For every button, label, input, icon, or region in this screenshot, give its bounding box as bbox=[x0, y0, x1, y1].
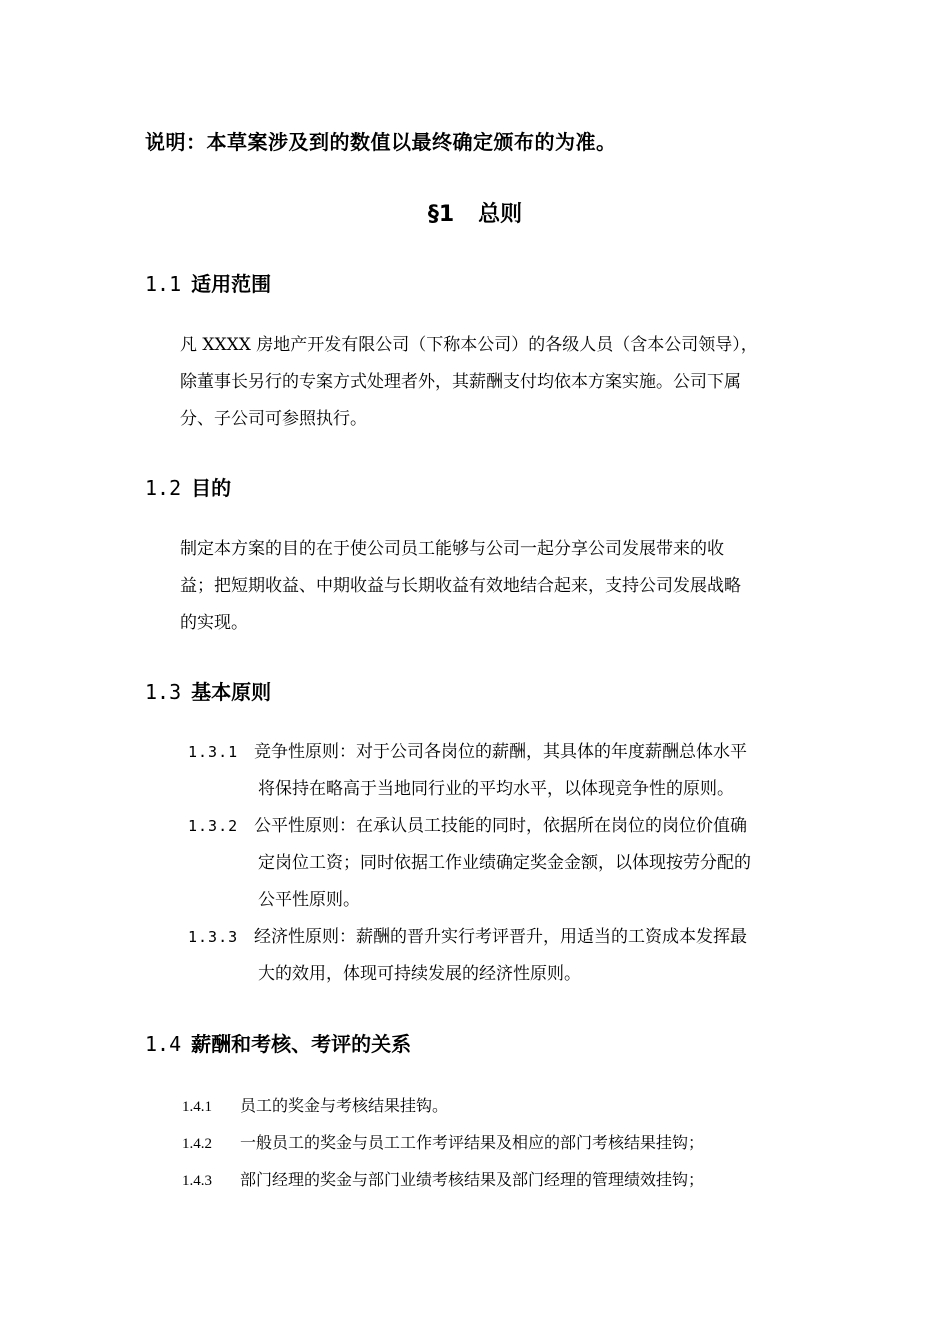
section-number: 1.1 bbox=[145, 272, 182, 296]
principles-list bbox=[188, 734, 751, 993]
paragraph-line: 分、子公司可参照执行。 bbox=[180, 409, 367, 429]
paragraph-line: 益；把短期收益、中期收益与长期收益有效地结合起来，支持公司发展战略 bbox=[180, 576, 741, 596]
section-heading-1-4 bbox=[145, 1028, 411, 1057]
item-number: 1.3.2 bbox=[188, 817, 239, 835]
item-text: 经济性原则：薪酬的晋升实行考评晋升，用适当的工资成本发挥最 bbox=[254, 927, 747, 947]
item-number: 1.4.2 bbox=[182, 1136, 212, 1152]
item-text: 公平性原则：在承认员工技能的同时，依据所在岗位的岗位价值确 bbox=[254, 816, 747, 836]
section-number: 1.4 bbox=[145, 1032, 182, 1056]
principle-item bbox=[188, 734, 751, 808]
section-title: 目的 bbox=[191, 476, 232, 500]
section-title: 基本原则 bbox=[191, 680, 272, 704]
section-heading-1-3 bbox=[145, 676, 271, 705]
section-1-1-paragraph bbox=[180, 327, 820, 438]
item-text: 定岗位工资；同时依据工作业绩确定奖金金额，以体现按劳分配的 bbox=[258, 853, 751, 873]
section-1-2-paragraph bbox=[180, 531, 820, 642]
item-text: 将保持在略高于当地同行业的平均水平，以体现竞争性的原则。 bbox=[258, 779, 734, 799]
chapter-number: §1 bbox=[427, 202, 455, 227]
paragraph-line: 凡 XXXX 房地产开发有限公司（下称本公司）的各级人员（含本公司领导）， bbox=[180, 335, 758, 355]
section-title: 适用范围 bbox=[191, 272, 272, 296]
principle-item bbox=[188, 808, 751, 919]
item-number: 1.3.1 bbox=[188, 743, 239, 761]
paragraph-line: 制定本方案的目的在于使公司员工能够与公司一起分享公司发展带来的收 bbox=[180, 539, 724, 559]
list-item bbox=[182, 1125, 704, 1162]
list-item bbox=[182, 1088, 704, 1125]
item-text: 员工的奖金与考核结果挂钩。 bbox=[240, 1096, 449, 1115]
relationship-list bbox=[182, 1088, 704, 1199]
section-number: 1.2 bbox=[145, 476, 182, 500]
item-number: 1.4.3 bbox=[182, 1173, 212, 1189]
chapter-title: 总则 bbox=[478, 202, 523, 227]
section-title: 薪酬和考核、考评的关系 bbox=[191, 1032, 412, 1056]
principle-item bbox=[188, 919, 751, 993]
item-number: 1.3.3 bbox=[188, 928, 239, 946]
item-text: 一般员工的奖金与员工工作考评结果及相应的部门考核结果挂钩； bbox=[240, 1133, 705, 1152]
item-number: 1.4.1 bbox=[182, 1099, 212, 1115]
draft-note: 说明：本草案涉及到的数值以最终确定颁布的为准。 bbox=[145, 130, 617, 154]
item-text: 公平性原则。 bbox=[258, 890, 360, 910]
paragraph-line: 的实现。 bbox=[180, 613, 248, 633]
item-text: 大的效用，体现可持续发展的经济性原则。 bbox=[258, 964, 581, 984]
paragraph-line: 除董事长另行的专案方式处理者外，其薪酬支付均依本方案实施。公司下属 bbox=[180, 372, 741, 392]
section-number: 1.3 bbox=[145, 680, 182, 704]
chapter-heading bbox=[0, 197, 950, 228]
section-heading-1-1 bbox=[145, 268, 271, 297]
item-text: 竞争性原则：对于公司各岗位的薪酬，其具体的年度薪酬总体水平 bbox=[254, 742, 747, 762]
section-heading-1-2 bbox=[145, 472, 231, 501]
item-text: 部门经理的奖金与部门业绩考核结果及部门经理的管理绩效挂钩； bbox=[240, 1170, 705, 1189]
list-item bbox=[182, 1162, 704, 1199]
